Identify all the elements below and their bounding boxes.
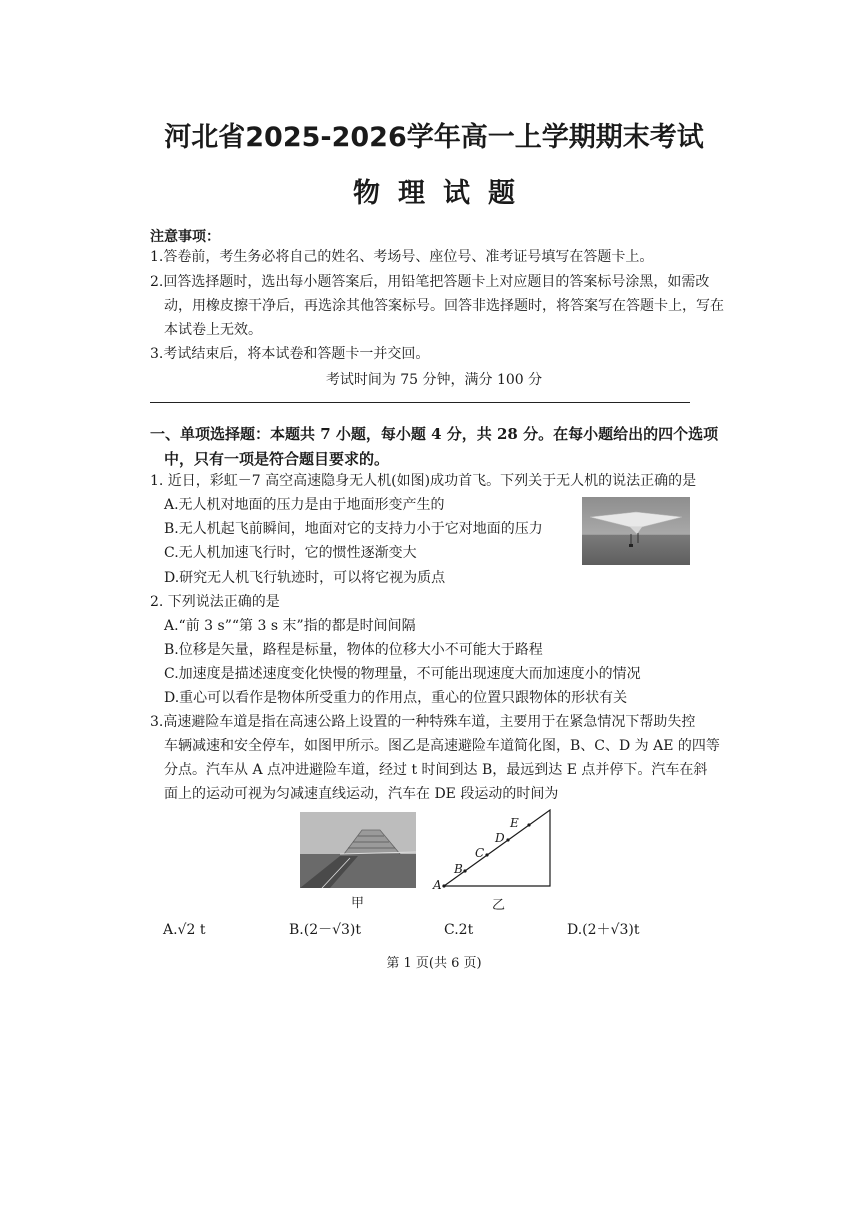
point-a-label: A	[433, 878, 442, 892]
q1-option-b: B.无人机起飞前瞬间，地面对它的支持力小于它对地面的压力	[164, 521, 543, 537]
q3-stem-line: 面上的运动可视为匀减速直线运动，汽车在 DE 段运动的时间为	[164, 786, 559, 802]
note-line: 1.答卷前，考生务必将自己的姓名、考场号、座位号、准考证号填写在答题卡上。	[150, 249, 654, 265]
q3-option-a: A.√2 t	[163, 922, 206, 938]
figure-label-a: 甲	[351, 896, 365, 911]
exam-title: 河北省2025-2026学年高一上学期期末考试	[164, 122, 704, 153]
q3-option-d: D.(2＋√3)t	[567, 922, 640, 938]
q1-option-c: C.无人机加速飞行时，它的惯性逐渐变大	[164, 545, 417, 561]
q1-option-a: A.无人机对地面的压力是由于地面形变产生的	[164, 497, 445, 513]
point-e-label: E	[510, 816, 519, 830]
drone-photo	[582, 497, 690, 565]
section-heading-line: 一、单项选择题：本题共 7 小题，每小题 4 分，共 28 分。在每小题给出的四个选项	[150, 425, 719, 443]
q3-option-c: C.2t	[444, 922, 474, 938]
page-number: 第 1 页(共 6 页)	[386, 956, 482, 971]
divider	[150, 402, 690, 403]
section-heading	[150, 422, 718, 472]
notes-heading: 注意事项：	[150, 229, 220, 245]
q2-stem: 2. 下列说法正确的是	[150, 594, 280, 610]
q1-option-d: D.研究无人机飞行轨迹时，可以将它视为质点	[164, 570, 446, 586]
escape-lane-photo	[300, 812, 416, 888]
note-line: 2.回答选择题时，选出每小题答案后，用铅笔把答题卡上对应题目的答案标号涂黑，如需改	[150, 274, 710, 290]
point-d-label: D	[495, 831, 505, 845]
note-line: 本试卷上无效。	[164, 322, 262, 338]
point-b-label: B	[454, 862, 463, 876]
q3-stem-line: 车辆减速和安全停车，如图甲所示。图乙是高速避险车道简化图，B、C、D 为 AE 的四等	[164, 738, 720, 754]
q2-option-b: B.位移是矢量，路程是标量，物体的位移大小不可能大于路程	[164, 642, 543, 658]
q2-option-a: A.“前 3 s”“第 3 s 末”指的都是时间间隔	[164, 618, 416, 634]
section-heading-line: 中，只有一项是符合题目要求的。	[164, 450, 390, 468]
note-line: 3.考试结束后，将本试卷和答题卡一并交回。	[150, 346, 430, 362]
escape-lane-image	[300, 812, 416, 888]
slope-triangle	[428, 804, 558, 896]
slope-diagram	[428, 804, 558, 896]
q2-option-d: D.重心可以看作是物体所受重力的作用点，重心的位置只跟物体的形状有关	[164, 690, 628, 706]
q3-option-b: B.(2－√3)t	[289, 922, 362, 938]
point-c-label: C	[475, 846, 485, 860]
exam-time: 考试时间为 75 分钟，满分 100 分	[325, 372, 543, 388]
figure-label-b: 乙	[492, 898, 506, 913]
q2-option-c: C.加速度是描述速度变化快慢的物理量，不可能出现速度大而加速度小的情况	[164, 666, 641, 682]
q3-stem-line: 分点。汽车从 A 点冲进避险车道，经过 t 时间到达 B，最远到达 E 点并停下。汽车在斜	[164, 762, 708, 778]
q1-stem: 1. 近日，彩虹－7 高空高速隐身无人机(如图)成功首飞。下列关于无人机的说法正确的是	[150, 473, 697, 489]
drone-image	[582, 497, 690, 565]
q3-stem-line: 3.高速避险车道是指在高速公路上设置的一种特殊车道，主要用于在紧急情况下帮助失控	[150, 714, 696, 730]
exam-subtitle: 物理试题	[353, 178, 533, 209]
note-line: 动，用橡皮擦干净后，再选涂其他答案标号。回答非选择题时，将答案写在答题卡上，写在	[164, 298, 724, 314]
